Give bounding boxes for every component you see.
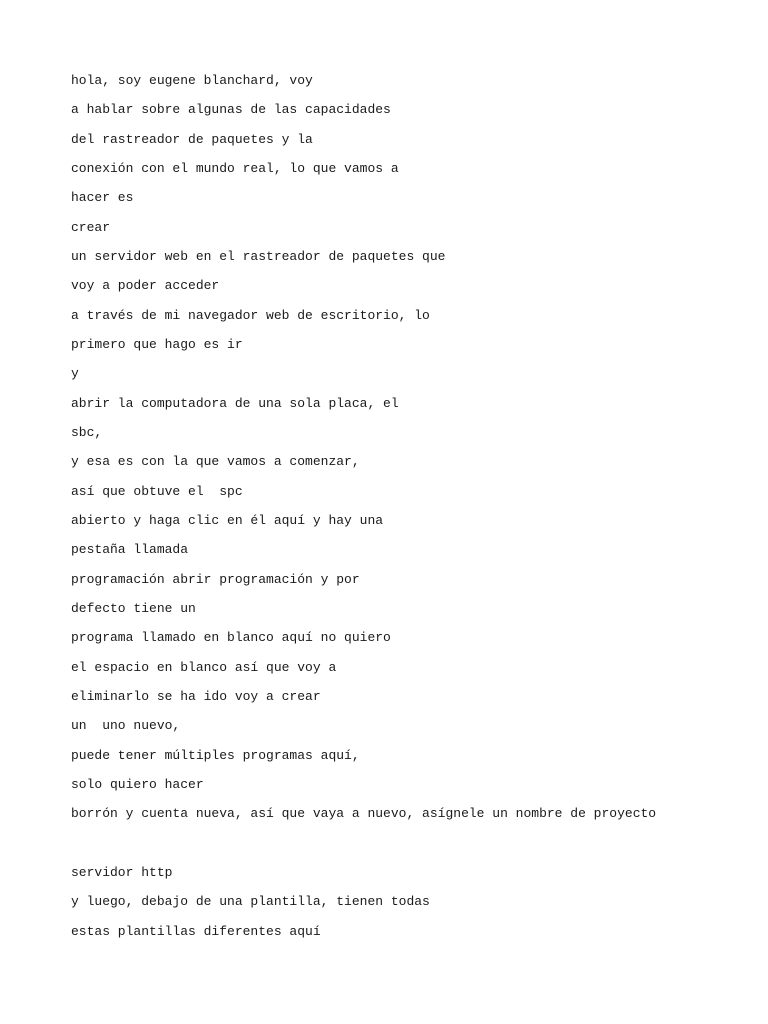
text-line: solo quiero hacer	[71, 776, 204, 792]
text-line: pestaña llamada	[71, 542, 189, 558]
text-line: hola, soy eugene blanchard, voy	[71, 73, 313, 88]
text-line: conexión con el mundo real, lo que vamos a	[71, 160, 399, 176]
text-line: programación abrir programación y por	[71, 571, 360, 587]
text-line: puede tener múltiples programas aquí,	[71, 747, 360, 763]
text-line: servidor http	[71, 864, 173, 880]
text-line: y	[71, 366, 79, 382]
text-line: y luego, debajo de una plantilla, tienen todas	[71, 894, 430, 910]
text-line: crear	[71, 219, 111, 235]
text-line: así que obtuve el spc	[71, 483, 243, 499]
text-line: un uno nuevo,	[71, 718, 181, 734]
text-line: un servidor web en el rastreador de paquetes que	[71, 248, 446, 264]
transcript-text	[71, 66, 751, 946]
text-line: del rastreador de paquetes y la	[71, 131, 313, 147]
text-line: sbc,	[71, 424, 103, 440]
text-line: borrón y cuenta nueva, así que vaya a nuevo, asígnele un nombre de proyecto	[71, 806, 657, 822]
text-line: a través de mi navegador web de escritorio, lo	[71, 307, 430, 323]
text-line: primero que hago es ir	[71, 336, 243, 352]
text-line: a hablar sobre algunas de las capacidades	[71, 102, 391, 118]
text-line: hacer es	[71, 190, 134, 206]
text-line: eliminarlo se ha ido voy a crear	[71, 688, 321, 704]
text-line: abrir la computadora de una sola placa, el	[71, 395, 399, 411]
text-line: abierto y haga clic en él aquí y hay una	[71, 512, 384, 528]
text-line: y esa es con la que vamos a comenzar,	[71, 454, 360, 470]
text-line: defecto tiene un	[71, 600, 196, 616]
text-line: el espacio en blanco así que voy a	[71, 659, 337, 675]
text-line: voy a poder acceder	[71, 278, 220, 294]
text-line: programa llamado en blanco aquí no quiero	[71, 630, 391, 646]
text-line: estas plantillas diferentes aquí	[71, 923, 321, 939]
blank-line	[71, 829, 751, 858]
